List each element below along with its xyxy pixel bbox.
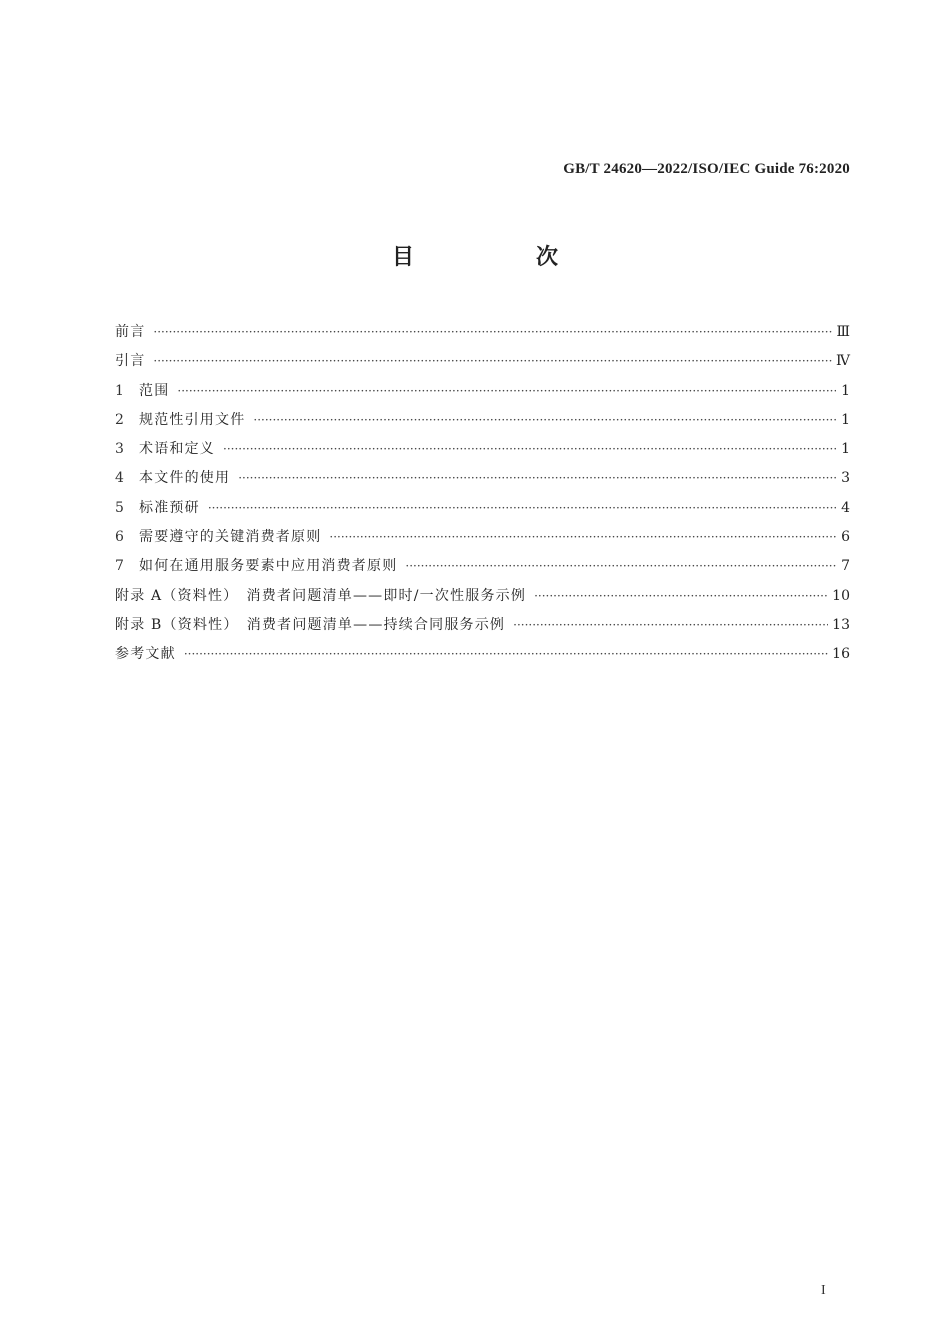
toc-entry-page: Ⅳ (836, 353, 850, 370)
toc-entry-page: 1 (841, 441, 850, 458)
toc-entry-page: 6 (841, 529, 850, 546)
toc-entry-page: 13 (832, 616, 850, 633)
toc-entry-label: 附录 B（资料性） 消费者问题清单——持续合同服务示例 (115, 616, 506, 633)
toc-entry-7[interactable] (115, 552, 850, 581)
toc-leader-dots (513, 611, 828, 640)
toc-entry-page: 1 (841, 411, 850, 428)
toc-entry-label: 本文件的使用 (139, 470, 231, 487)
toc-entry-page: 3 (841, 470, 850, 487)
toc-entry-foreword[interactable] (115, 318, 850, 347)
toc-entry-label: 参考文献 (115, 646, 176, 663)
toc-entry-page: 4 (841, 499, 850, 516)
toc-entry-label: 范围 (139, 382, 170, 399)
toc-leader-dots (208, 494, 836, 523)
toc-title: 目 次 (391, 245, 608, 270)
standard-code: GB/T 24620—2022/ISO/IEC Guide 76:2020 (563, 161, 850, 177)
toc-entry-label: 前言 (115, 324, 146, 340)
toc-leader-dots (153, 347, 832, 376)
toc-entry-number: 2 (115, 411, 126, 428)
toc-entry-number: 3 (115, 441, 126, 458)
toc-entry-number: 7 (115, 558, 126, 575)
toc-entry-2[interactable] (115, 406, 850, 435)
toc-entry-page: 10 (832, 587, 850, 604)
toc-leader-dots (534, 582, 828, 611)
toc-leader-dots (329, 523, 836, 552)
toc-entry-label: 需要遵守的关键消费者原则 (139, 529, 322, 546)
toc-entry-number: 5 (115, 499, 126, 516)
toc-entry-page: 7 (841, 558, 850, 575)
toc-entry-page: Ⅲ (836, 324, 850, 340)
toc-entry-5[interactable] (115, 494, 850, 523)
toc-entry-number: 6 (115, 529, 126, 546)
toc-entry-label: 术语和定义 (139, 441, 215, 458)
toc-entry-annex-b[interactable] (115, 611, 850, 640)
toc-entry-number: 4 (115, 470, 126, 487)
toc-entry-1[interactable] (115, 377, 850, 406)
toc-entry-label: 引言 (115, 353, 146, 370)
toc-entry-label: 如何在通用服务要素中应用消费者原则 (139, 558, 398, 575)
toc-entry-label: 规范性引用文件 (139, 411, 246, 428)
toc-entry-introduction[interactable] (115, 347, 850, 376)
toc-leader-dots (177, 377, 836, 406)
toc-leader-dots (223, 435, 836, 464)
toc-entry-bibliography[interactable] (115, 640, 850, 669)
toc-entry-annex-a[interactable] (115, 582, 850, 611)
toc-entry-4[interactable] (115, 464, 850, 493)
toc-list (115, 318, 850, 670)
toc-entry-page: 16 (832, 646, 850, 663)
toc-entry-page: 1 (841, 382, 850, 399)
toc-leader-dots (405, 552, 836, 581)
toc-entry-6[interactable] (115, 523, 850, 552)
toc-leader-dots (238, 464, 836, 493)
toc-entry-3[interactable] (115, 435, 850, 464)
toc-entry-label: 附录 A（资料性） 消费者问题清单——即时/一次性服务示例 (115, 587, 527, 604)
toc-entry-label: 标准预研 (139, 499, 200, 516)
toc-leader-dots (153, 318, 832, 347)
toc-leader-dots (184, 640, 828, 669)
toc-leader-dots (253, 406, 836, 435)
toc-entry-number: 1 (115, 382, 126, 399)
page-number: I (821, 1283, 826, 1298)
